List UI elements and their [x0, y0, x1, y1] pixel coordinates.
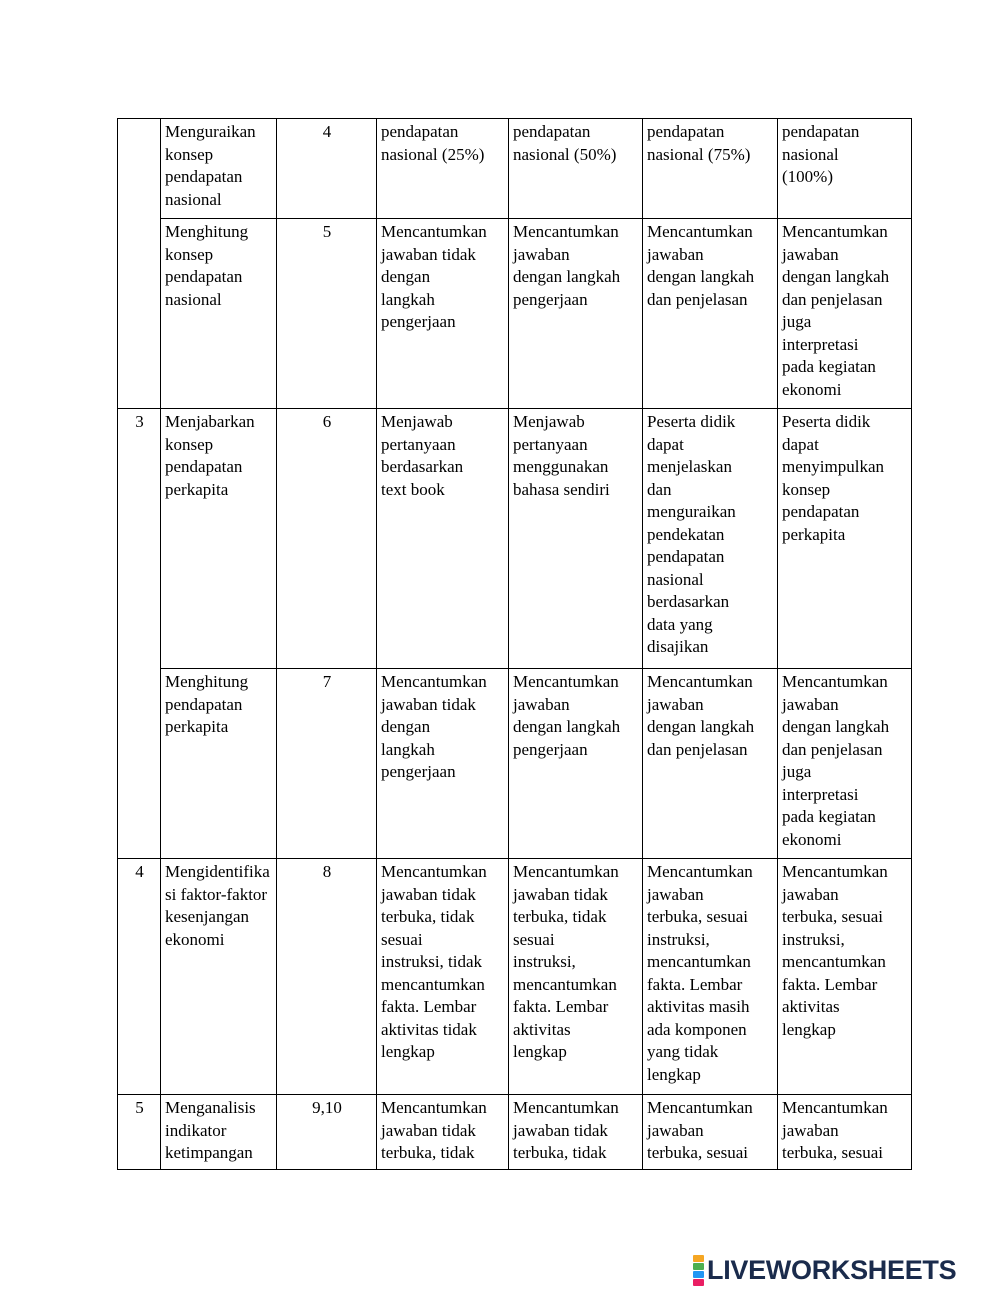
criteria-score-2: Mencantumkan jawaban dengan langkah pengerjaan — [509, 219, 643, 409]
criteria-score-2: Mencantumkan jawaban tidak terbuka, tidak sesuai instruksi, mencantumkan fakta. Lembar aktivitas lengkap — [509, 859, 643, 1095]
table-row — [118, 409, 912, 669]
item-number: 6 — [277, 409, 377, 669]
criteria-score-3: pendapatan nasional (75%) — [643, 119, 778, 219]
criteria-score-4: Peserta didik dapat menyimpulkan konsep pendapatan perkapita — [778, 409, 912, 669]
row-number: 4 — [118, 859, 161, 1095]
criteria-score-2: Menjawab pertanyaan menggunakan bahasa sendiri — [509, 409, 643, 669]
liveworksheets-logo[interactable] — [693, 1255, 956, 1285]
criteria-score-4: Mencantumkan jawaban dengan langkah dan penjelasan juga interpretasi pada kegiatan ekonomi — [778, 669, 912, 859]
criteria-score-4: Mencantumkan jawaban dengan langkah dan penjelasan juga interpretasi pada kegiatan ekonomi — [778, 219, 912, 409]
indicator-cell: Menghitung konsep pendapatan nasional — [161, 219, 277, 409]
criteria-score-4: Mencantumkan jawaban terbuka, sesuai instruksi, mencantumkan fakta. Lembar aktivitas lengkap — [778, 859, 912, 1095]
criteria-score-4: Mencantumkan jawaban terbuka, sesuai — [778, 1095, 912, 1170]
logo-mark-block — [693, 1263, 704, 1270]
criteria-score-2: Mencantumkan jawaban dengan langkah pengerjaan — [509, 669, 643, 859]
criteria-score-2: pendapatan nasional (50%) — [509, 119, 643, 219]
row-number — [118, 219, 161, 409]
criteria-score-1: Mencantumkan jawaban tidak dengan langkah pengerjaan — [377, 669, 509, 859]
criteria-score-1: Mencantumkan jawaban tidak terbuka, tidak sesuai instruksi, tidak mencantumkan fakta. Lembar aktivitas tidak lengkap — [377, 859, 509, 1095]
indicator-cell: Menghitung pendapatan perkapita — [161, 669, 277, 859]
criteria-score-1: Mencantumkan jawaban tidak dengan langkah pengerjaan — [377, 219, 509, 409]
row-number — [118, 669, 161, 859]
item-number: 4 — [277, 119, 377, 219]
item-number: 5 — [277, 219, 377, 409]
row-number: 5 — [118, 1095, 161, 1170]
rubric-table — [117, 118, 912, 1170]
liveworksheets-logo-icon — [693, 1255, 704, 1286]
logo-mark-block — [693, 1279, 704, 1286]
criteria-score-3: Mencantumkan jawaban dengan langkah dan penjelasan — [643, 669, 778, 859]
criteria-score-1: pendapatan nasional (25%) — [377, 119, 509, 219]
criteria-score-2: Mencantumkan jawaban tidak terbuka, tidak — [509, 1095, 643, 1170]
indicator-cell: Menjabarkan konsep pendapatan perkapita — [161, 409, 277, 669]
table-row — [118, 859, 912, 1095]
criteria-score-1: Mencantumkan jawaban tidak terbuka, tidak — [377, 1095, 509, 1170]
criteria-score-3: Mencantumkan jawaban terbuka, sesuai — [643, 1095, 778, 1170]
item-number: 8 — [277, 859, 377, 1095]
logo-mark-block — [693, 1271, 704, 1278]
row-number: 3 — [118, 409, 161, 669]
table-row — [118, 119, 912, 219]
criteria-score-4: pendapatan nasional (100%) — [778, 119, 912, 219]
indicator-cell: Menguraikan konsep pendapatan nasional — [161, 119, 277, 219]
criteria-score-1: Menjawab pertanyaan berdasarkan text book — [377, 409, 509, 669]
row-number — [118, 119, 161, 219]
item-number: 7 — [277, 669, 377, 859]
liveworksheets-logo-text: LIVEWORKSHEETS — [707, 1255, 957, 1285]
item-number: 9,10 — [277, 1095, 377, 1170]
criteria-score-3: Mencantumkan jawaban dengan langkah dan penjelasan — [643, 219, 778, 409]
indicator-cell: Mengidentifika si faktor-faktor kesenjangan ekonomi — [161, 859, 277, 1095]
table-row — [118, 219, 912, 409]
table-row — [118, 1095, 912, 1170]
table-row — [118, 669, 912, 859]
criteria-score-3: Peserta didik dapat menjelaskan dan menguraikan pendekatan pendapatan nasional berdasarkan data yang disajikan — [643, 409, 778, 669]
criteria-score-3: Mencantumkan jawaban terbuka, sesuai instruksi, mencantumkan fakta. Lembar aktivitas masih ada komponen yang tidak lengkap — [643, 859, 778, 1095]
indicator-cell: Menganalisis indikator ketimpangan — [161, 1095, 277, 1170]
logo-mark-block — [693, 1255, 704, 1262]
